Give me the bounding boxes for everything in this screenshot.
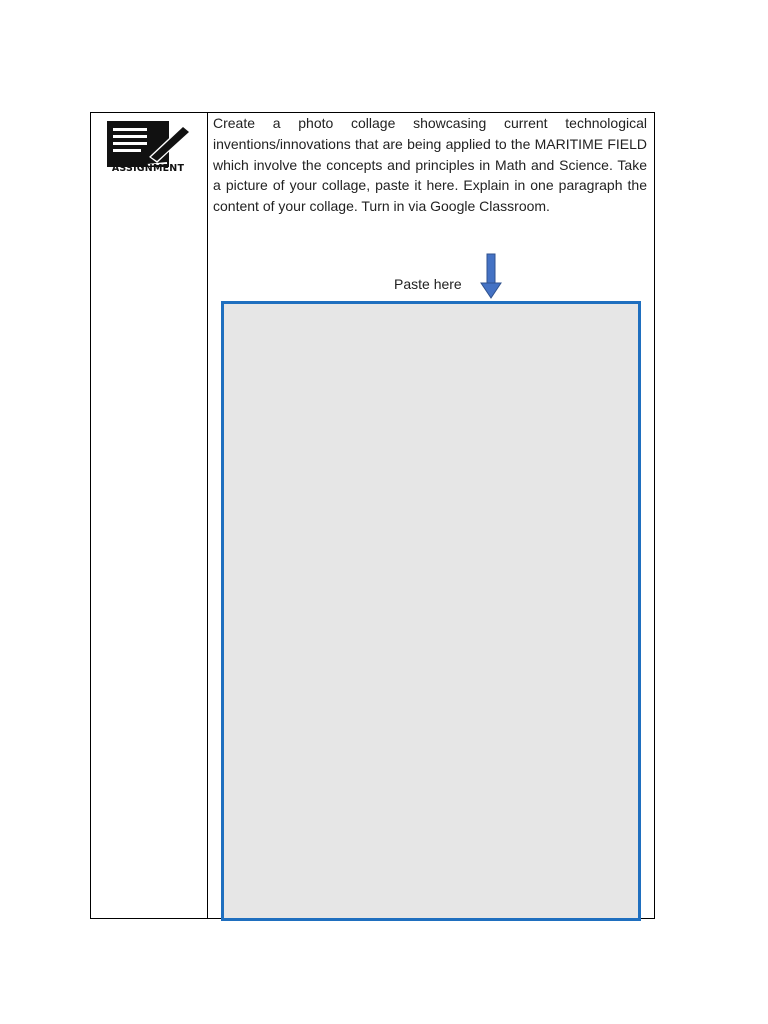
down-arrow-icon: [479, 253, 503, 301]
instructions-text: Create a photo collage showcasing current technological inventions/innovations that are being applied to the MARITIME FIELD which involve the concepts and principles in Math and Science. Take a picture of your collage, paste it here. Explain in one paragraph the content of your collage. Turn in via Google Classroom.: [213, 115, 647, 215]
assignment-table: [90, 112, 655, 919]
paste-here-label: Paste here: [394, 276, 462, 292]
icon-cell: [91, 113, 208, 918]
collage-paste-area[interactable]: [221, 301, 641, 921]
content-cell: [208, 113, 654, 918]
assignment-label: ASSIGNMENT: [111, 163, 185, 174]
